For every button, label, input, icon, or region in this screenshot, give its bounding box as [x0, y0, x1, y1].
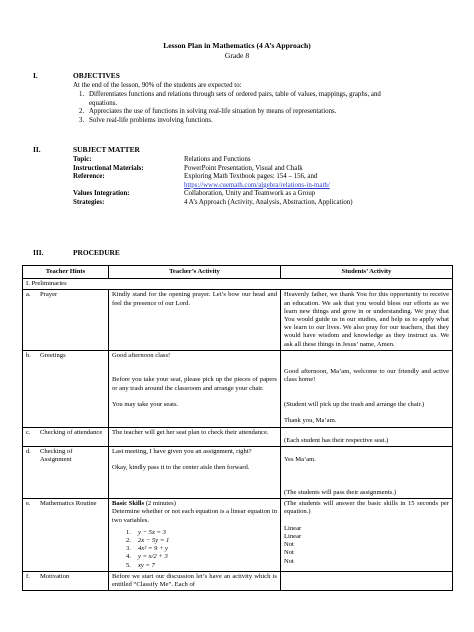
teacher-activity: Kindly stand for the opening prayer. Let’s bow our head and feel the presence of our Lord. — [109, 290, 281, 350]
answer-item: Linear — [284, 524, 302, 532]
equation-item: 3. 4x² = 9 + y — [126, 545, 168, 553]
subject-matter-table — [73, 156, 453, 208]
hint-text: Greetings — [40, 351, 66, 359]
objective-item: 3. Solve real-life problems involving functions. — [79, 116, 213, 124]
objectives-intro: At the end of the lesson, 90% of the students are expected to: — [73, 82, 242, 89]
procedure-heading — [33, 248, 120, 257]
equation-item: 5. xy = 7 — [126, 561, 155, 569]
subject-matter-heading — [33, 145, 140, 154]
teacher-activity: Last meeting, I have given you an assignment, right? Okay, kindly pass it to the center aisle then forward. — [109, 446, 281, 498]
column-header-students: Students’ Activity — [281, 266, 453, 279]
objectives-list — [79, 91, 454, 125]
objectives-heading — [33, 71, 120, 80]
answer-item: Not — [284, 557, 294, 565]
hint-text: Mathematics Routine — [40, 500, 97, 508]
subject-row-strategies: Strategies: 4 A’s Approach (Activity, Analysis, Abstraction, Application) — [73, 198, 353, 206]
equation-list — [112, 529, 277, 570]
student-activity: (Each student has their respective seat.) — [281, 427, 453, 446]
procedure-title: PROCEDURE — [73, 248, 120, 257]
table-row — [23, 571, 453, 590]
table-row — [23, 446, 453, 498]
document-title: Lesson Plan in Mathematics (4 A’s Approach) — [163, 41, 311, 50]
student-activity: Yes Ma’am. (The students will pass their assignments.) — [281, 446, 453, 498]
student-activity: Heavenly father, we thank You for this opportunity to receive an education. We ask that you would bless our efforts as we learn new things and grow in or understanding. We pray that You would guide us in our studies, and help us to apply what we learn to our lives. We also pray for our teachers, that they would have wisdom and knowledge as they instruct us. We ask all these things in Jesus’ name, Amen. — [281, 290, 453, 350]
equation-item: 1. y − 5x = 3 — [126, 528, 166, 536]
procedure-number: III. — [33, 248, 44, 257]
document-grade: Grade 8 — [224, 51, 250, 60]
table-row — [23, 499, 453, 572]
student-activity: (The students will answer the basic skills in 15 seconds per equation.) Linear Linear Not Not Not — [281, 499, 453, 572]
section-row — [23, 279, 453, 290]
table-header-row — [23, 266, 453, 279]
section-label: I. Preliminaries — [23, 279, 453, 290]
student-activity: Good afternoon, Ma’am, welcome to our friendly and active class home! (Student will pick up the trash and arrange the chair.) Thank you, Ma’am. — [281, 350, 453, 427]
objective-item-continued: equations. — [89, 99, 118, 107]
hint-cell: b. Greetings — [23, 350, 109, 427]
equation-item: 4. y = x/2 + 3 — [126, 553, 168, 561]
hint-cell: d. Checking of Assignment — [23, 446, 109, 498]
objectives-number: I. — [33, 71, 38, 80]
equation-item: 2. 2x − 5y = 1 — [126, 536, 170, 544]
subject-row-materials: Instructional Materials: PowerPoint Presentation, Visual and Chalk — [73, 164, 303, 172]
subject-row-topic: Topic: Relations and Functions — [73, 156, 251, 163]
hint-text: Prayer — [40, 291, 58, 299]
column-header-hints: Teacher Hints — [23, 266, 109, 279]
table-row — [23, 350, 453, 427]
answer-item: Not — [284, 549, 294, 557]
subject-matter-title: SUBJECT MATTER — [73, 145, 140, 154]
hint-cell: a. Prayer — [23, 290, 109, 350]
table-row — [23, 290, 453, 350]
hint-cell: e. Mathematics Routine — [23, 499, 109, 572]
reference-link[interactable]: https://www.cuemath.com/algebra/relations-in-math/ — [184, 181, 330, 189]
answer-item: Not — [284, 541, 294, 549]
procedure-table — [22, 265, 453, 591]
subject-matter-number: II. — [33, 145, 41, 154]
hint-text: Checking of attendance — [40, 428, 103, 436]
basic-skills-title: Basic Skills (2 minutes) — [112, 500, 176, 508]
objective-item: 2. Appreciates the use of functions in solving real-life situation by means of representations. — [79, 108, 337, 116]
teacher-activity: Before we start our discussion let’s have an activity which is entitled “Classify Me”. Each of — [109, 571, 281, 590]
teacher-activity: The teacher will get her seat plan to check their attendance. — [109, 427, 281, 446]
subject-row-reference-link — [73, 182, 453, 191]
teacher-activity: Basic Skills (2 minutes) Determine whether or not each equation is a linear equation in two variables. 1. y − 5x = 3 2. 2x − 5y = 1 3. 4x² = 9 + y 4. y = x/2 + 3 5. xy = 7 — [109, 499, 281, 572]
objectives-title: OBJECTIVES — [73, 71, 120, 80]
answer-list — [284, 525, 449, 566]
column-header-teacher: Teacher’s Activity — [109, 266, 281, 279]
hint-cell: f. Motivation — [23, 571, 109, 590]
hint-cell: c. Checking of attendance — [23, 427, 109, 446]
teacher-activity: Good afternoon class! Before you take your seat, please pick up the pieces of papers or any trash around the classroom and arrange your chair. You may take your seats. — [109, 350, 281, 427]
subject-row-reference: Reference: Exploring Math Textbook pages: 154 – 156, and — [73, 173, 318, 181]
subject-row-values: Values Integration: Collaboration, Unity and Teamwork as a Group — [73, 190, 316, 198]
table-row — [23, 427, 453, 446]
objective-item: 1. Differentiates functions and relations through sets of ordered pairs, table of values, mappings, graphs, and — [79, 91, 381, 98]
student-activity — [281, 571, 453, 590]
answer-item: Linear — [284, 532, 302, 540]
hint-text: Checking of Assignment — [40, 447, 73, 464]
hint-text: Motivation — [40, 572, 70, 580]
